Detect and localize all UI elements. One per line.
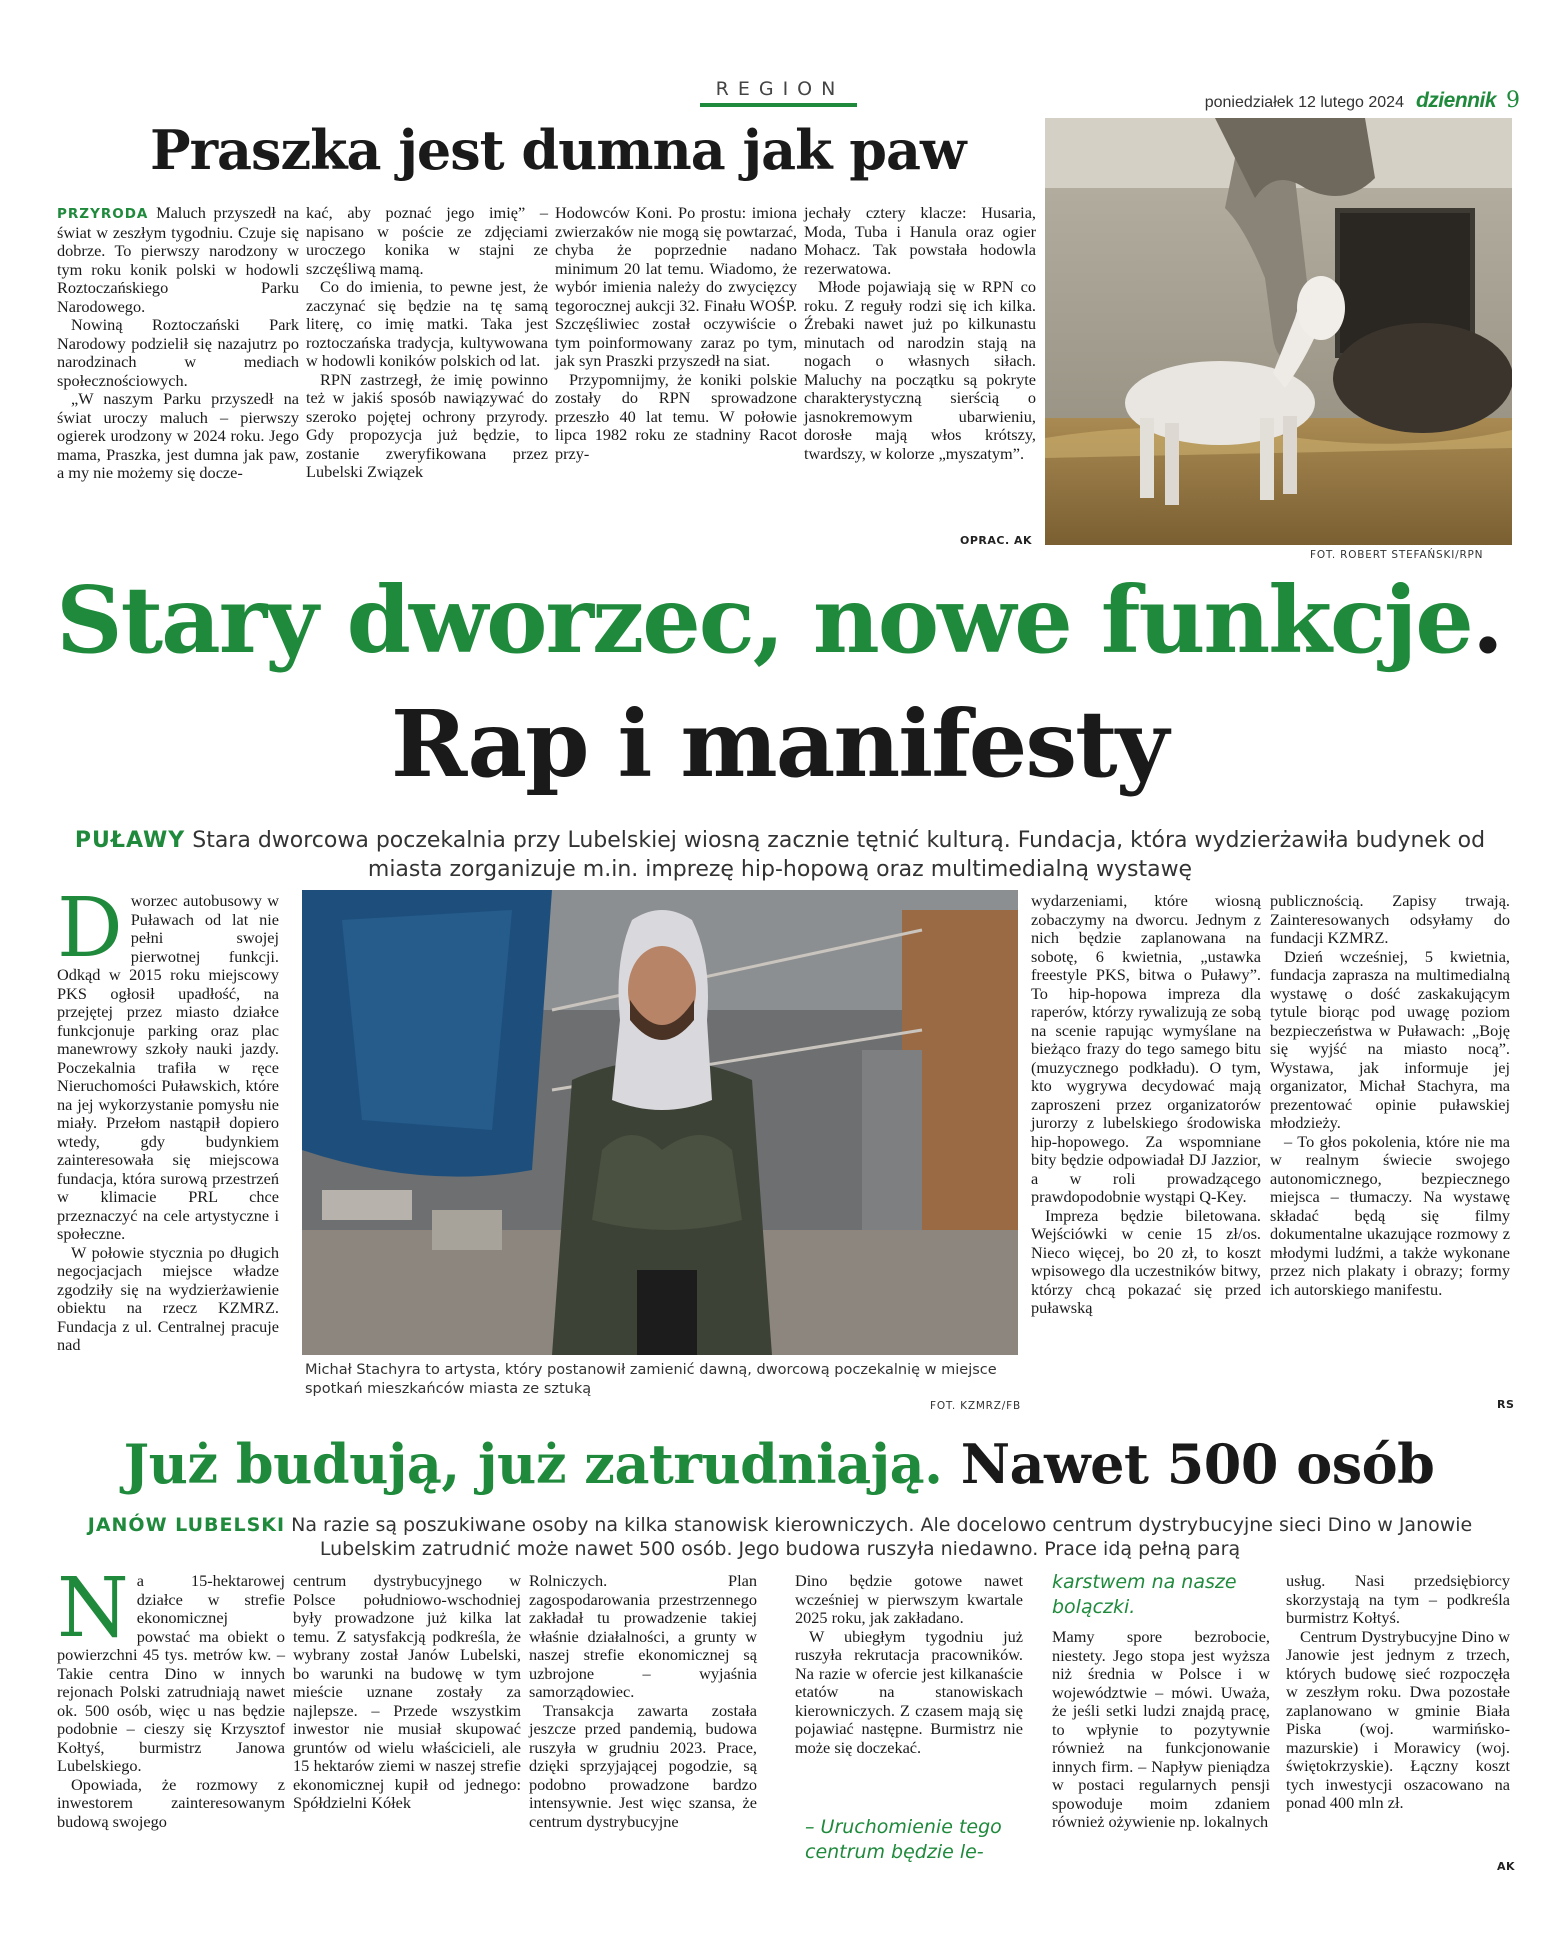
portrait-photo [302, 890, 1018, 1355]
article3-title: Już budują, już zatrudniają. Nawet 500 osób [123, 1432, 1435, 1496]
section-label: REGION [715, 78, 845, 100]
article1-byline: OPRAC. AK [960, 534, 1033, 547]
article1-column-1: PRZYRODA Maluch przyszedł na świat w zeszłym tygodniu. Czuje się dobrze. To pierwszy narodzony w tym roku konik polski w hodowli Roztoczańskiego Parku Narodowego. Nowiną Roztoczański Park Narodowy podzielił się nazajutrz po narodzinach w mediach społecznościowych. „W naszym Parku przyszedł na świat uroczy maluch – pierwszy ogierek urodzony w 2024 roku. Jego mama, Praszka, jest dumna jak paw, a my nie możemy się docze- [57, 203, 300, 482]
article3-lead-place: JANÓW LUBELSKI [87, 1514, 286, 1536]
article2-lead-place: PUŁAWY [74, 828, 186, 853]
article2-column-3: publicznością. Zapisy trwają. Zainteresowanych odsyłamy do fundacji KZMRZ. Dzień wcześniej, 5 kwietnia, fundacja zaprasza na multimedialną wystawę o dość zaskakującym tytule biorąc pod uwagę poziom bezpieczeństwa w Puławach: „Boję się wyjść na miasto nocą”. Wystawa, jak informuje jej organizator, Michał Stachyra, ma prezentować opinie puławskiej młodzieży. – To głos pokolenia, które nie ma w realnym świecie swojego autonomicznego, bezpiecznego miejsca – tłumaczy. Na wystawę składać będą się filmy dokumentalne ukazujące rozmowy z młodymi ludźmi, a także wykonane przez nich plakaty i obrazy; formy ich autorskiego manifestu. [1270, 891, 1510, 1299]
article3-dropcap: N [57, 1561, 129, 1656]
pull-quote-part-2: karstwem na nasze bolączki. [1052, 1571, 1237, 1618]
horse-photo [1045, 118, 1512, 545]
portrait-photo-credit: FOT. KZMRZ/FB [930, 1400, 1021, 1412]
article2-column-1: Dworzec autobusowy w Puławach od lat nie pełni swojej pierwotnej funkcji. Odkąd w 2015 roku miejscowy PKS ogłosił upadłość, na przejętej przez miasto działce funkcjonuje parking oraz plac manewrowy szkoły nauki jazdy. Poczekalnia trafiła w ręce Nieruchomości Puławskich, które na jej wykorzystanie pomysłu nie miały. Przełom nastąpił dopiero wtedy, gdy budynkiem zainteresowała się miejscowa fundacja, która surową przestrzeń w klimacie PRL chce przeznaczyć na cele artystyczne i społeczne. W połowie stycznia po długich negocjacjach miejsce władze zgodziły się na wydzierżawienie obiektu na rzecz KZMRZ. Fundacja z ul. Centralnej pracuje nad [57, 881, 279, 1354]
masthead [1160, 88, 1520, 114]
article1-kicker: PRZYRODA [57, 206, 149, 222]
portrait-caption: Michał Stachyra to artysta, który postanowił zamienić dawną, dworcową poczekalnię w miejsce spotkań mieszkańców miasta ze sztuką [305, 1362, 997, 1397]
section-rule [700, 103, 857, 107]
article2-column-2: wydarzeniami, które wiosną zobaczymy na dworcu. Jednym z nich będzie zaplanowana na sobotę, 6 kwietnia, „ustawka freestyle PKS, bitwa o Puławy”. To hip-hopowa impreza dla raperów, którzy rywalizują ze sobą na scenie rapując wymyślane na bieżąco frazy do tego samego bitu (muzycznego podkładu). O tym, kto wygrywa decydować mają zaproszeni przez organizatorów jurorzy z lubelskiego środowiska hip-hopowego. Za wspomniane bity będzie odpowiadał DJ Jazzior, a w roli prowadzącego prawdopodobnie wystąpi Q-Key. Impreza będzie biletowana. Wejściówki w cenie 15 zł/os. Nieco więcej, bo 20 zł, to koszt wpisowego dla uczestników bitwy, którzy chcą pokazać się przed puławską [1031, 891, 1261, 1317]
article3-column-1: Na 15-hektarowej działce w strefie ekonomicznej powstać ma obiekt o powierzchni 45 tys. metrów kw. – Takie centra Dino w innych rejonach Polski zatrudniają nawet ok. 500 osób, więc u nas będzie podobnie – cieszy się Krzysztof Kołtyś, burmistrz Janowa Lubelskiego. Opowiada, że rozmowy z inwestorem zainteresowanym budową swojego [57, 1561, 285, 1831]
article2-byline: RS [1497, 1398, 1515, 1411]
article2-dropcap: D [57, 881, 123, 976]
page-number: 9 [1506, 88, 1520, 113]
horse-photo-illustration [1045, 118, 1512, 545]
article1-title: Praszka jest dumna jak paw [150, 118, 966, 182]
article3-column-2: centrum dystrybucyjnego w Polsce południowo-wschodniej były prowadzone już kilka lat temu. Z satysfakcją podkreśla, że wybrany został Janów Lubelski, bo warunki na budowę w tym mieście uznane zostały za najlepsze. – Przede wszystkim inwestor nie musiał skupować gruntów od wielu właścicieli, ale 15 hektarów ziemi w naszej strefie ekonomicznej kupił od jednego: Spółdzielni Kółek [293, 1571, 521, 1812]
article3-lead: JANÓW LUBELSKI Na razie są poszukiwane osoby na kilka stanowisk kierowniczych. Ale docelowo centrum dystrybucyjne sieci Dino w Janowie Lubelskim zatrudnić może nawet 500 osób. Jego budowa ruszyła niedawno. Prace idą pełną parą [87, 1514, 1473, 1560]
article3-column-3: Rolniczych. Plan zagospodarowania przestrzennego zakładał tu prowadzenie takiej właśnie działalności, a grunty w naszej strefie ekonomicznej są uzbrojone – wyjaśnia samorządowiec. Transakcja zawarta została jeszcze przed pandemią, budowa ruszyła w grudniu 2023. Prace, dzięki sprzyjającej pogodzie, są podobno prowadzone bardzo intensywnie. Jest więc szansa, że centrum dystrybucyjne [529, 1571, 757, 1831]
article2-lead: PUŁAWY Stara dworcowa poczekalnia przy Lubelskiej wiosną zacznie tętnić kulturą. Fundacja, która wydzierżawiła budynek od miasta zorganizuje m.in. imprezę hip-hopową oraz multimedialną wystawę [74, 828, 1486, 882]
article1-column-4: jechały cztery klacze: Husaria, Moda, Tuba i Hanula oraz ogier Mohacz. Tak powstała hodowla rezerwatowa. Młode pojawiają się w RPN co roku. Z reguły rodzi się ich kilka. Źrebaki nawet już po kilkunastu minutach od narodzin stają na nogach o własnych siłach. Maluchy na początku są pokryte charakterystyczną sierścią o jasnokremowym ubarwieniu, dorosłe mają włos krótszy, twardszy, w kolorze „myszatym”. [804, 203, 1036, 463]
issue-date: poniedziałek 12 lutego 2024 [1204, 94, 1404, 111]
article3-byline: AK [1497, 1860, 1516, 1873]
article2-title-line1: Stary dworzec, nowe funkcje. [56, 566, 1502, 674]
portrait-photo-illustration [302, 890, 1018, 1355]
horse-photo-credit: FOT. ROBERT STEFAŃSKI/RPN [1310, 549, 1484, 561]
article3-column-5: Mamy spore bezrobocie, niestety. Jego stopa jest wyższa niż średnia w Polsce i w województwie – mówi. Uważa, że jeśli setki ludzi znajdą pracę, to wpłynie to pozytywnie również na funkcjonowanie innych firm. – Napływ pieniądza w postaci regularnych pensji spowoduje moim zdaniem również ożywienie np. lokalnych [1052, 1627, 1270, 1831]
article3-column-6: usług. Nasi przedsiębiorcy skorzystają na tym – podkreśla burmistrz Kołtyś. Centrum Dystrybucyjne Dino w Janowie jest jednym z trzech, których budowę sieć rozpoczęła w zeszłym roku. Dwa pozostałe zaplanowano w gminie Biała Piska (woj. warmińsko-mazurskie) i Morawicy (woj. świętokrzyskie). Łączny koszt tych inwestycji oszacowano na ponad 400 mln zł. [1286, 1571, 1510, 1812]
article2-title-line2: Rap i manifesty [390, 690, 1168, 798]
pull-quote-part-1: – Uruchomienie tego centrum będzie le- [805, 1816, 1002, 1863]
article1-column-2: kać, aby poznać jego imię” – napisano w poście ze zdjęciami uroczego konika w stajni ze szczęśliwą mamą. Co do imienia, to pewne jest, że zaczynać się będzie na tę samą literę, co imię matki. Taka jest roztoczańska tradycja, kultywowana w hodowli koników polskich od lat. RPN zastrzegł, że imię powinno też w jakiś sposób nawiązywać do szeroko pojętej ochrony przyrody. Gdy propozycja już będzie, to zostanie zweryfikowana przez Lubelski Związek [306, 203, 548, 481]
article3-column-4: Dino będzie gotowe nawet wcześniej w pierwszym kwartale 2025 roku, jak zakładano. W ubiegłym tygodniu już ruszyła rekrutacja pracowników. Na razie w ofercie jest kilkanaście etatów na stanowiskach kierowniczych. Z czasem mają się pojawiać następne. Burmistrz nie może się doczekać. [795, 1571, 1023, 1757]
article1-column-3: Hodowców Koni. Po prostu: imiona zwierzaków nie mogą się powtarzać, chyba że poprzednie nadano minimum 20 lat temu. Wiadomo, że wybór imienia należy do zwycięzcy tegorocznej aukcji 32. Finału WOŚP. Szczęśliwiec został oczywiście o tym poinformowany zaraz po tym, jak syn Praszki przyszedł na siat. Przypomnijmy, że koniki polskie zostały do RPN sprowadzone przeszło 40 lat temu. W połowie lipca 1982 roku ze stadniny Racot przy- [555, 203, 797, 463]
brand-logo: dziennik [1415, 89, 1496, 112]
